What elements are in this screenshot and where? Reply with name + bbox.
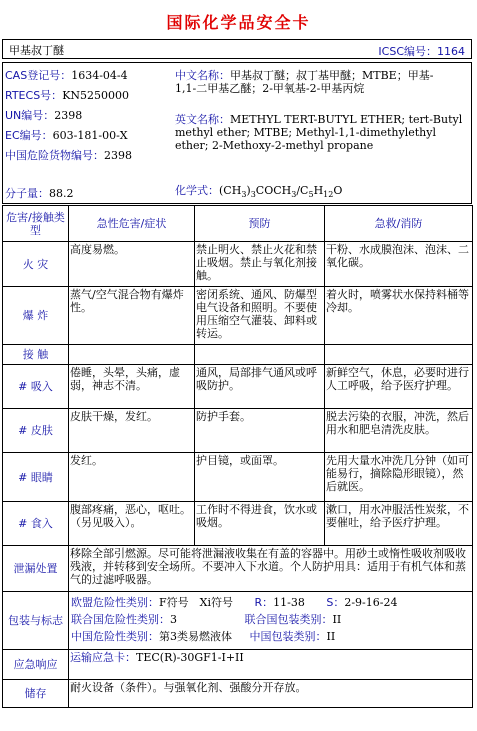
ingestion-symptom: 腹部疼痛，恶心，呕吐。（另见吸入）。	[69, 502, 195, 546]
english-name-line3: ether; 2-Methoxy-2-methyl propane	[175, 139, 374, 152]
row-label-eyes: # 眼睛	[3, 453, 69, 502]
skin-first-aid: 脱去污染的衣服，冲洗，然后用水和肥皂清洗皮肤。	[325, 409, 473, 453]
eyes-first-aid: 先用大量水冲洗几分钟（如可能易行，摘除隐形眼镜），然后就医。	[325, 453, 473, 502]
fire-first-aid: 干粉、水成膜泡沫、泡沫、二氧化碳。	[325, 242, 473, 287]
row-label-emergency: 应急响应	[3, 650, 69, 680]
chinese-name: 中文名称：甲基叔丁醚；叔丁基甲醚；MTBE；甲基-	[175, 69, 434, 82]
chemical-name: 甲基叔丁醚	[9, 44, 64, 57]
inhalation-first-aid: 新鲜空气，休息，必要时进行人工呼吸，给予医疗护理。	[325, 365, 473, 409]
inhalation-symptom: 倦睡，头晕，头痛，虚弱，神志不清。	[69, 365, 195, 409]
header-first-aid: 急救/消防	[325, 206, 473, 242]
row-label-ingestion: # 食入	[3, 502, 69, 546]
un-number: UN编号：2398	[5, 109, 83, 122]
ec-number: EC编号：603-181-00-X	[5, 129, 128, 142]
packaging-labeling: 欧盟危险性类别：F符号 Xi符号 R：11-38 S：2-9-16-24 联合国危险性类别：3 联合国包装类别：II 中国危险性类别：第3类易燃液体 中国包装类别：II	[69, 592, 473, 650]
contact-symptom	[69, 345, 195, 365]
eyes-symptom: 发红。	[69, 453, 195, 502]
row-label-explosion: 爆 炸	[3, 287, 69, 345]
row-label-contact: 接 触	[3, 345, 69, 365]
english-name-line2: methyl ether; MTBE; Methyl-1,1-dimethylethyl	[175, 126, 436, 139]
row-label-skin: # 皮肤	[3, 409, 69, 453]
explosion-symptom: 蒸气/空气混合物有爆炸性。	[69, 287, 195, 345]
inhalation-prevention: 通风，局部排气通风或呼吸防护。	[195, 365, 325, 409]
fire-symptom: 高度易燃。	[69, 242, 195, 287]
storage-text: 耐火设备（条件）。与强氧化剂、强酸分开存放。	[69, 680, 473, 708]
english-name: 英文名称：METHYL TERT-BUTYL ETHER; tert-Butyl	[175, 113, 463, 126]
row-label-inhalation: # 吸入	[3, 365, 69, 409]
spill-disposal-text: 移除全部引燃源。尽可能将泄漏液收集在有盖的容器中。用砂土或惰性吸收剂吸收残液，并转移到安全场所。不要冲入下水道。个人防护用具：适用于有机气体和蒸气的过滤呼吸器。	[69, 546, 473, 592]
ingestion-first-aid: 漱口，用水冲服活性炭浆，不要催吐，给予医疗护理。	[325, 502, 473, 546]
identifiers-block	[2, 62, 472, 204]
emergency-response: 运输应急卡：TEC(R)-30GF1-I+II	[69, 650, 473, 680]
rtecs-number: RTECS号：KN5250000	[5, 89, 130, 102]
eyes-prevention: 护目镜，或面罩。	[195, 453, 325, 502]
ingestion-prevention: 工作时不得进食，饮水或吸烟。	[195, 502, 325, 546]
row-label-storage: 储存	[3, 680, 69, 708]
header-symptoms: 急性危害/症状	[69, 206, 195, 242]
skin-prevention: 防护手套。	[195, 409, 325, 453]
header-prevention: 预防	[195, 206, 325, 242]
cn-dangerous-goods-number: 中国危险货物编号：2398	[5, 149, 132, 162]
contact-prevention	[195, 345, 325, 365]
row-label-fire: 火 灾	[3, 242, 69, 287]
chinese-name-line2: 1,1-二甲基乙醚；2-甲氧基-2-甲基丙烷	[175, 82, 365, 95]
cas-number: CAS登记号：1634-04-4	[5, 69, 128, 82]
name-header	[2, 39, 472, 59]
explosion-first-aid: 着火时，喷雾状水保持料桶等冷却。	[325, 287, 473, 345]
row-label-spill: 泄漏处置	[3, 546, 69, 592]
card-title: 国际化学品安全卡	[166, 13, 311, 32]
row-label-packaging: 包装与标志	[3, 592, 69, 650]
icsc-number: ICSC编号：1164	[378, 45, 465, 58]
chemical-formula: 化学式：$(CH_3)_3COCH_3/C_5H_{12}O$	[175, 184, 343, 200]
header-hazard-type: 危害/接触类型	[3, 206, 69, 242]
fire-prevention: 禁止明火、禁止火花和禁止吸烟。禁止与氧化剂接触。	[195, 242, 325, 287]
explosion-prevention: 密闭系统、通风、防爆型电气设备和照明。不要使用压缩空气灌装、卸料或转运。	[195, 287, 325, 345]
molecular-weight: 分子量：88.2	[5, 187, 74, 200]
skin-symptom: 皮肤干燥，发红。	[69, 409, 195, 453]
contact-first-aid	[325, 345, 473, 365]
hazard-table	[2, 205, 473, 708]
